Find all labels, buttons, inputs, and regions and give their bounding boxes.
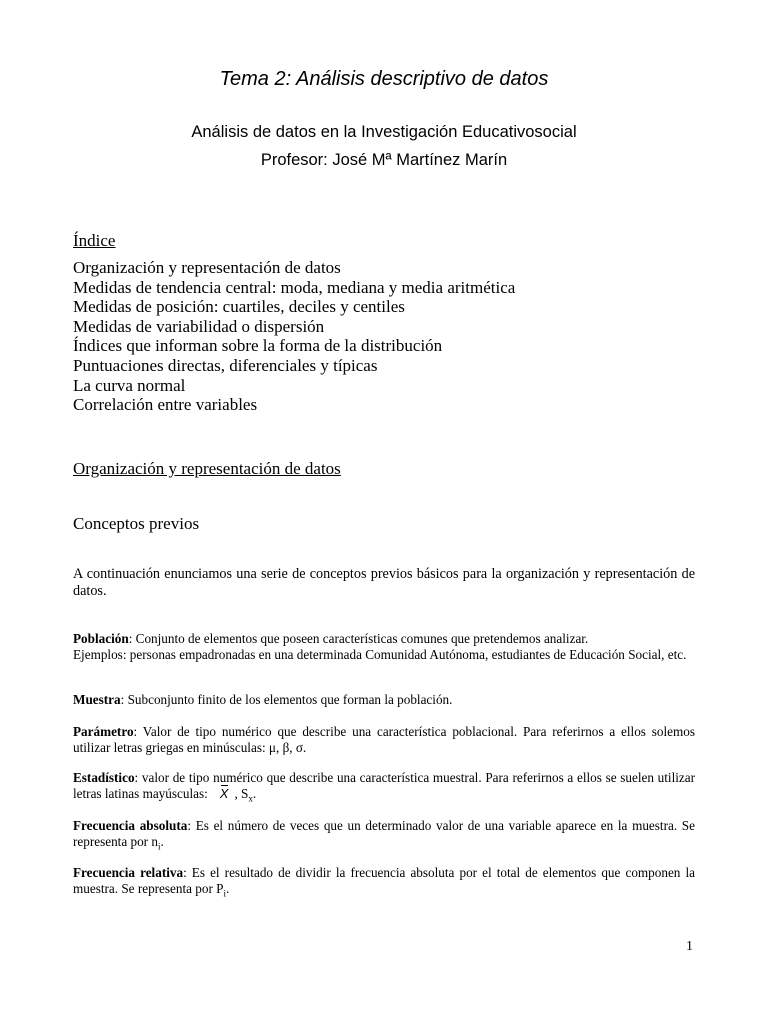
- index-item: Organización y representación de datos: [73, 258, 341, 277]
- term-label: Parámetro: [73, 724, 134, 739]
- definition-text: : Es el número de veces que un determinado valor de una variable aparece en la muestra. Se representa por n: [73, 818, 695, 849]
- subscript: i: [157, 841, 161, 852]
- index-item: Medidas de variabilidad o dispersión: [73, 316, 325, 336]
- index-list: [73, 258, 515, 415]
- index-item: La curva normal: [73, 375, 186, 395]
- index-item: Medidas de tendencia central: moda, mediana y media aritmética: [73, 277, 516, 297]
- definition-text: : Valor de tipo numérico que describe una característica poblacional. Para referirnos a ellos solemos utilizar letras griegas en minúsculas: μ, β, σ.: [73, 724, 695, 755]
- definition-muestra: [73, 692, 695, 708]
- definition-poblacion: [73, 631, 695, 662]
- definition-frecuencia-relativa: [73, 865, 695, 899]
- professor-subtitle: Profesor: José Mª Martínez Marín: [260, 151, 508, 169]
- definition-text: : valor de tipo numérico que describe una característica muestral. Para referirnos a ellos se suelen utilizar letras latinas mayúsculas:: [73, 770, 695, 801]
- definition-estadistico: [73, 770, 695, 804]
- period: .: [252, 785, 257, 801]
- page-number: 1: [686, 939, 693, 954]
- subscript: x: [248, 793, 253, 804]
- subscript: i: [223, 888, 227, 899]
- x-bar-symbol: X: [219, 785, 229, 801]
- period: .: [226, 880, 230, 896]
- index-item: Medidas de posición: cuartiles, deciles y centiles: [73, 297, 405, 317]
- definition-parametro: [73, 724, 695, 755]
- term-label: Muestra: [73, 692, 121, 707]
- definition-text: : Es el resultado de dividir la frecuencia absoluta por el total de elementos que componen la muestra. Se representa por P: [73, 865, 695, 896]
- term-label: Estadístico: [73, 770, 135, 785]
- index-item: Puntuaciones directas, diferenciales y típicas: [73, 355, 378, 375]
- course-subtitle: Análisis de datos en la Investigación Educativosocial: [191, 123, 577, 141]
- term-label: Frecuencia absoluta: [73, 818, 188, 833]
- section-subheading: Conceptos previos: [73, 514, 200, 533]
- definition-frecuencia-absoluta: [73, 818, 695, 852]
- index-item: Índices que informan sobre la forma de la distribución: [73, 336, 443, 356]
- example-text: Ejemplos: personas empadronadas en una determinada Comunidad Autónoma, estudiantes de Educación Social, etc.: [73, 646, 687, 662]
- intro-paragraph: A continuación enunciamos una serie de conceptos previos básicos para la organización y representación de datos.: [73, 566, 695, 599]
- term-label: Población: [73, 631, 129, 646]
- section-heading: Organización y representación de datos: [73, 459, 341, 478]
- period: .: [160, 833, 164, 849]
- document-title: Tema 2: Análisis descriptivo de datos: [219, 68, 549, 90]
- index-heading: Índice: [73, 231, 116, 250]
- definition-text: : Conjunto de elementos que poseen características comunes que pretendemos analizar.: [128, 631, 589, 646]
- term-label: Frecuencia relativa: [73, 865, 184, 880]
- definition-text-after: , S: [234, 785, 249, 801]
- definition-text: : Subconjunto finito de los elementos que forman la población.: [120, 692, 453, 707]
- index-item: Correlación entre variables: [73, 395, 258, 415]
